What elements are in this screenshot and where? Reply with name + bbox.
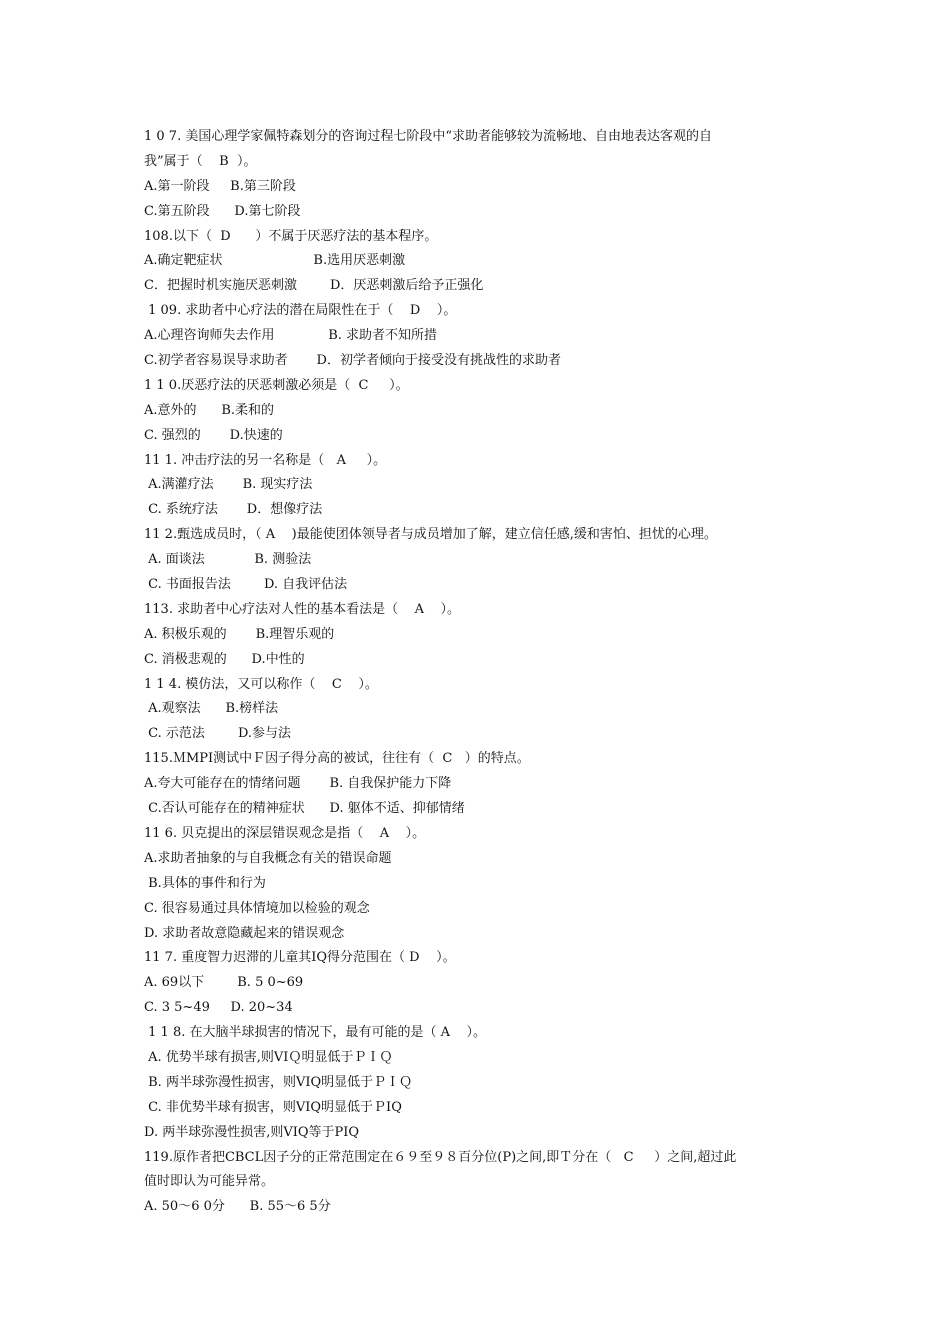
question-110-stem: 1 1 0.厌恶疗法的厌恶刺激必须是（ C ）。 [144, 377, 409, 393]
question-110-options-ab: A.意外的 B.柔和的 [144, 402, 275, 418]
question-111-options-cd: C. 系统疗法 D．想像疗法 [144, 502, 323, 518]
question-116-option-c: C. 很容易通过具体情境加以检验的观念 [144, 900, 370, 916]
question-114-options-ab: A.观察法 B.榜样法 [144, 701, 279, 717]
question-118-option-c: C. 非优势半球有损害，则VIQ明显低于ＰIQ [144, 1099, 402, 1115]
question-115-options-cd: C.否认可能存在的精神症状 D. 躯体不适、抑郁情绪 [144, 801, 465, 817]
question-118-option-a: A. 优势半球有损害,则VIＱ明显低于ＰＩＱ [144, 1049, 393, 1065]
question-111-stem: 11 1. 冲击疗法的另一名称是（ A ）。 [144, 452, 387, 468]
question-118-stem: 1 1 8. 在大脑半球损害的情况下，最有可能的是（ A ）。 [144, 1025, 487, 1041]
question-111-options-ab: A.满灌疗法 B. 现实疗法 [144, 477, 313, 493]
question-117-options-ab: A. 69以下 B. 5 0~69 [144, 975, 304, 991]
question-115-stem: 115.ＭMPⅠ测试中Ｆ因子得分高的被试，往往有（ C ）的特点。 [144, 751, 530, 767]
question-117-stem: 11 7. 重度智力迟滞的儿童其IQ得分范围在（ D ）。 [144, 950, 456, 966]
question-114-options-cd: C. 示范法 D.参与法 [144, 726, 292, 742]
question-116-stem: 11 6. 贝克提出的深层错误观念是指（ A ）。 [144, 825, 426, 841]
question-108-stem: 108.以下（ D ）不属于厌恶疗法的基本程序。 [144, 228, 438, 244]
question-112-options-cd: C. 书面报告法 D. 自我评估法 [144, 577, 348, 593]
question-112-stem: 11 2.甄选成员时，（ A )最能使团体领导者与成员增加了解，建立信任感,缓和害怕、担忧的心理。 [144, 527, 717, 543]
question-110-options-cd: C. 强烈的 D.快速的 [144, 427, 283, 443]
question-109-options-cd: C.初学者容易误导求助者 D．初学者倾向于接受没有挑战性的求助者 [144, 353, 561, 369]
question-116-option-b: B.具体的事件和行为 [144, 875, 266, 891]
question-115-options-ab: A.夸大可能存在的情绪问题 B. 自我保护能力下降 [144, 776, 452, 792]
question-list [144, 125, 824, 1220]
question-118-option-d: D. 两半球弥漫性损害,则VIQ等于PIQ [144, 1124, 360, 1140]
question-119-options-ab: A. 50～6 0分 B. 55～6 5分 [144, 1199, 331, 1215]
question-114-stem: 1 1 4. 模仿法，又可以称作（ C ）。 [144, 676, 378, 692]
question-109-stem: 1 09. 求助者中心疗法的潜在局限性在于（ D ）。 [144, 303, 457, 319]
question-117-options-cd: C. 3 5~49 D. 20~34 [144, 1000, 293, 1016]
question-107-options-ab: A.第一阶段 B.第三阶段 [144, 178, 296, 194]
question-113-options-ab: A. 积极乐观的 B.理智乐观的 [144, 626, 335, 642]
question-112-options-ab: A. 面谈法 B. 测验法 [144, 552, 312, 568]
question-108-options-cd: C．把握时机实施厌恶刺激 D．厌恶刺激后给予正强化 [144, 278, 484, 294]
question-108-options-ab: A.确定靶症状 B.选用厌恶刺激 [144, 253, 406, 269]
question-113-stem: 113. 求助者中心疗法对人性的基本看法是（ A ）。 [144, 601, 461, 617]
question-113-options-cd: C. 消极悲观的 D.中性的 [144, 651, 305, 667]
question-109-options-ab: A.心理咨询师失去作用 B. 求助者不知所措 [144, 328, 438, 344]
question-116-option-a: A.求助者抽象的与自我概念有关的错误命题 [144, 850, 392, 866]
question-107-line-2: 我”属于（ B ）。 [144, 153, 257, 169]
question-116-option-d: D. 求助者故意隐藏起来的错误观念 [144, 925, 345, 941]
question-119-line-2: 值时即认为可能异常。 [144, 1174, 275, 1190]
question-107-line-1: 1 0 7. 美国心理学家佩特森划分的咨询过程七阶段中“求助者能够较为流畅地、自由地表达客观的自 [144, 129, 712, 144]
question-118-option-b: B. 两半球弥漫性损害，则VIQ明显低于ＰＩＱ [144, 1074, 413, 1090]
question-119-line-1: 119.原作者把CBCL因子分的正常范围定在６９至９８百分位(P)之间,即Ｔ分在（ C ）之间,超过此 [144, 1149, 737, 1165]
question-107-options-cd: C.第五阶段 D.第七阶段 [144, 203, 301, 219]
